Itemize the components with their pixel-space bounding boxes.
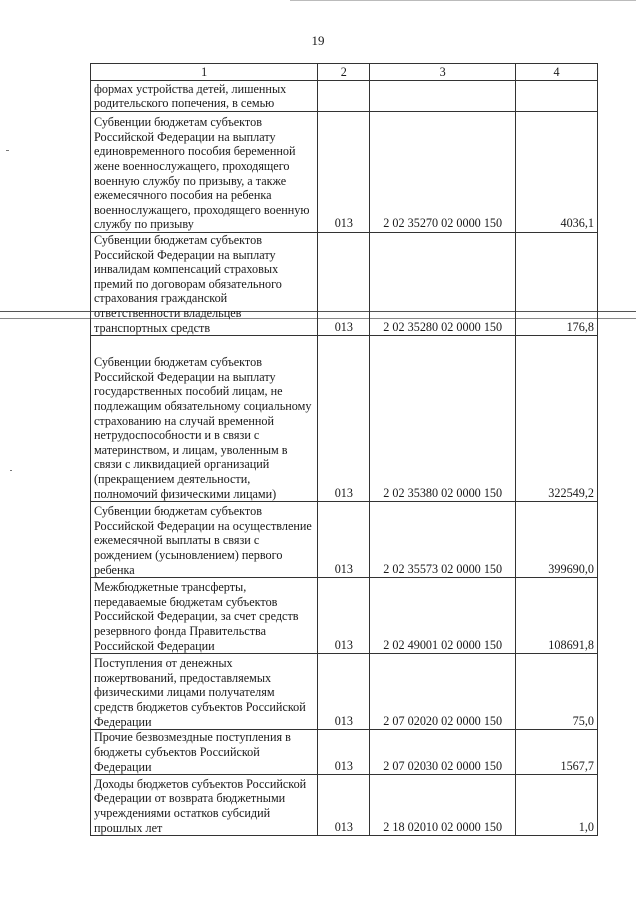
table-row [91, 112, 598, 233]
row-code [318, 81, 370, 112]
row-kbk: 2 07 02020 02 0000 150 [370, 654, 516, 730]
table-row [91, 730, 598, 775]
row-amount: 4036,1 [516, 112, 598, 233]
row-code: 013 [318, 336, 370, 502]
page-number: 19 [311, 33, 325, 48]
row-name: Поступления от денежных пожертвований, предоставляемых физическими лицами получателям средств бюджетов субъектов Российской Федерации [91, 654, 318, 730]
row-name: Субвенции бюджетам субъектов Российской Федерации на выплату государственных пособий лицам, не подлежащим обязательному социальному страхованию на случай временной нетрудоспособности и в связи с материнством, и лицам, уволенным в связи с ликвидацией организаций (прекращением деятельности, полномочий физическими лицами) [91, 336, 318, 502]
row-kbk: 2 02 35270 02 0000 150 [370, 112, 516, 233]
row-name: Субвенции бюджетам субъектов Российской Федерации на выплату инвалидам компенсаций страховых премий по договорам обязательного страхования гражданской ответственности владельцев транспортных средств [91, 233, 318, 336]
table-row [91, 233, 598, 336]
header-col-2: 2 [318, 64, 370, 81]
row-code: 013 [318, 654, 370, 730]
row-code: 013 [318, 112, 370, 233]
row-code: 013 [318, 502, 370, 578]
table-row [91, 336, 598, 502]
row-code: 013 [318, 730, 370, 775]
row-amount: 1567,7 [516, 730, 598, 775]
row-code: 013 [318, 578, 370, 654]
row-name: Межбюджетные трансферты, передаваемые бюджетам субъектов Российской Федерации, за счет средств резервного фонда Правительства Российской Федерации [91, 578, 318, 654]
scan-edge-mark [6, 150, 9, 151]
budget-table [90, 63, 598, 836]
row-name: Субвенции бюджетам субъектов Российской Федерации на выплату единовременного пособия беременной жене военнослужащего, проходящего военную службу по призыву, а также ежемесячного пособия на ребенка военнослужащего, проходящего военную службу по призыву [91, 112, 318, 233]
row-kbk: 2 02 49001 02 0000 150 [370, 578, 516, 654]
header-col-1: 1 [91, 64, 318, 81]
row-amount [516, 81, 598, 112]
row-kbk: 2 02 35573 02 0000 150 [370, 502, 516, 578]
row-kbk [370, 81, 516, 112]
row-kbk: 2 07 02030 02 0000 150 [370, 730, 516, 775]
header-col-3: 3 [370, 64, 516, 81]
row-kbk: 2 18 02010 02 0000 150 [370, 775, 516, 836]
row-amount: 399690,0 [516, 502, 598, 578]
row-kbk: 2 02 35280 02 0000 150 [370, 233, 516, 336]
row-name: Доходы бюджетов субъектов Российской Федерации от возврата бюджетными учреждениями остатков субсидий прошлых лет [91, 775, 318, 836]
row-name: Субвенции бюджетам субъектов Российской Федерации на осуществление ежемесячной выплаты в связи с рождением (усыновлением) первого ребенка [91, 502, 318, 578]
row-amount: 75,0 [516, 654, 598, 730]
row-name: Прочие безвозмездные поступления в бюджеты субъектов Российской Федерации [91, 730, 318, 775]
row-name: формах устройства детей, лишенных родительского попечения, в семью [91, 81, 318, 112]
row-code: 013 [318, 233, 370, 336]
row-amount: 108691,8 [516, 578, 598, 654]
row-code: 013 [318, 775, 370, 836]
table-row [91, 502, 598, 578]
row-amount: 1,0 [516, 775, 598, 836]
scan-edge-mark [290, 0, 636, 1]
row-kbk: 2 02 35380 02 0000 150 [370, 336, 516, 502]
table-row [91, 654, 598, 730]
scan-edge-mark [10, 470, 12, 471]
table-row [91, 578, 598, 654]
row-amount: 176,8 [516, 233, 598, 336]
row-amount: 322549,2 [516, 336, 598, 502]
table-row [91, 81, 598, 112]
table-header-row [91, 64, 598, 81]
table-row [91, 775, 598, 836]
header-col-4: 4 [516, 64, 598, 81]
